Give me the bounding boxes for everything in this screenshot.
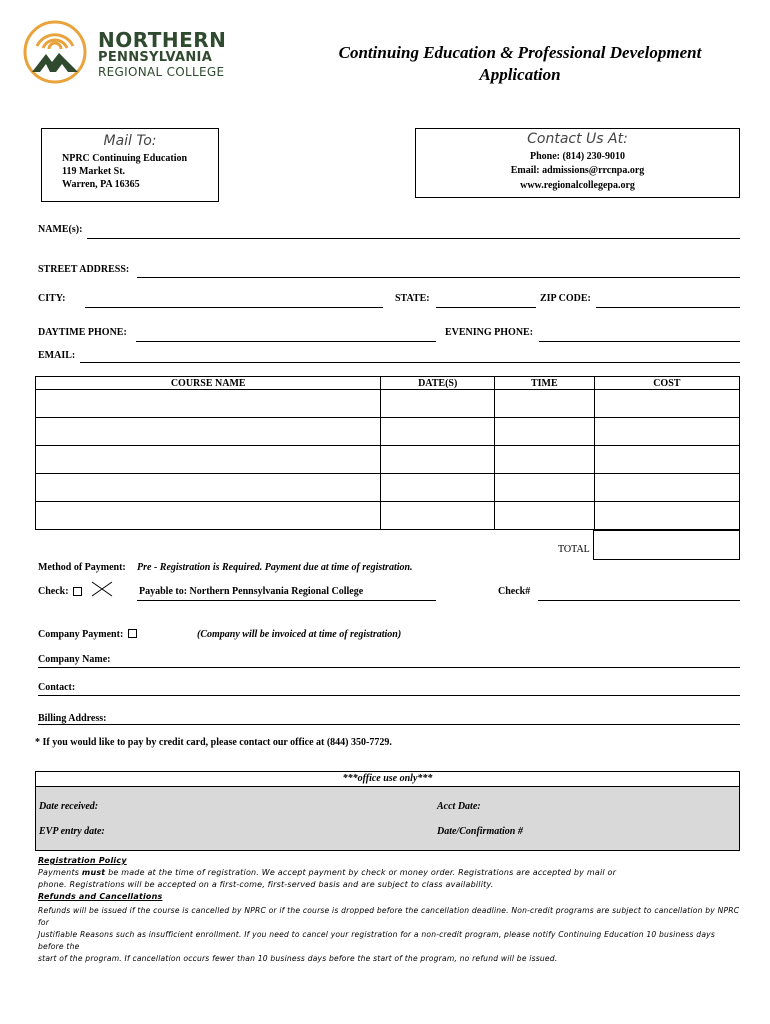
daytime-phone-field[interactable] — [136, 341, 436, 342]
evening-phone-label: EVENING PHONE: — [445, 327, 534, 338]
company-payment-note: (Company will be invoiced at time of registration) — [197, 629, 402, 640]
check-checkbox[interactable] — [73, 587, 82, 596]
mail-to-line-3: Warren, PA 16365 — [62, 179, 140, 190]
time-cell[interactable] — [495, 390, 595, 418]
credit-card-note: * If you would like to pay by credit card, please contact our office at (844) 350-7729. — [35, 737, 392, 748]
dates-cell[interactable] — [381, 474, 495, 502]
cost-cell[interactable] — [594, 502, 739, 530]
cost-cell[interactable] — [594, 474, 739, 502]
table-row — [36, 502, 740, 530]
policy-text: be made at the time of registration. We accept payment by check or money order. Registrations are accepted by mail or — [105, 868, 617, 877]
refunds-heading: Refunds and Cancellations — [38, 892, 163, 901]
office-use-box — [35, 771, 740, 851]
col-dates: DATE(S) — [381, 377, 495, 390]
table-row — [36, 446, 740, 474]
acct-date-label: Acct Date: — [437, 801, 481, 812]
logo-text-pennsylvania: PENNSYLVANIA — [98, 50, 213, 65]
company-payment-label: Company Payment: — [38, 629, 124, 640]
dates-cell[interactable] — [381, 418, 495, 446]
check-label: Check: — [38, 586, 69, 597]
street-field[interactable] — [137, 277, 740, 278]
policy-text: Payments — [38, 868, 82, 877]
course-name-cell[interactable] — [36, 502, 381, 530]
daytime-phone-label: DAYTIME PHONE: — [38, 327, 127, 338]
registration-policy-heading: Registration Policy — [38, 856, 127, 865]
payable-to-line — [137, 600, 436, 601]
refunds-line-2: Justifiable Reasons such as insufficient enrollment. If you need to cancel your registration for a non-credit program, please notify Continuing Education 10 business days before the — [38, 930, 716, 951]
company-name-label: Company Name: — [38, 654, 111, 665]
col-time: TIME — [495, 377, 595, 390]
state-field[interactable] — [436, 307, 536, 308]
check-number-label: Check# — [498, 586, 531, 597]
city-field[interactable] — [85, 307, 383, 308]
contact-website: www.regionalcollegepa.org — [520, 180, 635, 191]
logo-text-northern: NORTHERN — [98, 28, 227, 52]
course-name-cell[interactable] — [36, 390, 381, 418]
policy-must: must — [81, 868, 106, 877]
city-label: CITY: — [38, 293, 66, 304]
billing-address-field[interactable] — [38, 724, 740, 725]
college-logo — [22, 20, 242, 84]
names-field[interactable] — [87, 238, 740, 239]
course-table — [35, 376, 740, 530]
check-x-mark-icon — [90, 580, 114, 598]
contact-email: Email: admissions@rrcnpa.org — [510, 165, 645, 176]
registration-policy-line-2: phone. Registrations will be accepted on a first-come, first-served basis and are subject to class availability. — [38, 880, 494, 889]
college-logo-icon — [22, 20, 88, 84]
course-table-header — [36, 377, 740, 390]
table-row — [36, 474, 740, 502]
state-label: STATE: — [395, 293, 430, 304]
time-cell[interactable] — [495, 418, 595, 446]
form-title — [270, 42, 770, 86]
email-label: EMAIL: — [38, 350, 76, 361]
table-row — [36, 418, 740, 446]
cost-cell[interactable] — [594, 418, 739, 446]
contact-label: Contact: — [38, 682, 76, 693]
col-cost: COST — [594, 377, 739, 390]
company-name-field[interactable] — [38, 667, 740, 668]
email-field[interactable] — [80, 362, 740, 363]
company-payment-checkbox[interactable] — [128, 629, 137, 638]
cost-cell[interactable] — [594, 446, 739, 474]
date-confirmation-label: Date/Confirmation # — [437, 826, 523, 837]
course-name-cell[interactable] — [36, 446, 381, 474]
method-of-payment-label: Method of Payment: — [38, 562, 126, 573]
title-line-2: Application — [479, 65, 561, 84]
office-use-heading: ***office use only*** — [36, 772, 739, 787]
mail-to-heading: Mail To: — [103, 133, 157, 149]
evp-entry-date-label: EVP entry date: — [39, 826, 105, 837]
date-received-label: Date received: — [39, 801, 99, 812]
mail-to-line-1: NPRC Continuing Education — [62, 153, 188, 164]
cost-cell[interactable] — [594, 390, 739, 418]
registration-policy-line-1 — [38, 867, 743, 879]
dates-cell[interactable] — [381, 446, 495, 474]
office-use-gray-area — [36, 787, 739, 850]
contact-us-box — [415, 128, 740, 198]
street-label: STREET ADDRESS: — [38, 264, 130, 275]
time-cell[interactable] — [495, 502, 595, 530]
check-number-field[interactable] — [538, 600, 740, 601]
refunds-line-1: Refunds will be issued if the course is cancelled by NPRC or if the course is dropped before the cancellation deadline. Non-credit programs are subject to cancellation by NPRC for — [38, 906, 740, 927]
billing-address-label: Billing Address: — [38, 713, 107, 724]
title-line-1: Continuing Education & Professional Development — [338, 43, 702, 62]
evening-phone-field[interactable] — [539, 341, 740, 342]
refunds-line-3: start of the program. If cancellation occurs fewer than 10 business days before the start of the program, no refund will be issued. — [38, 954, 558, 963]
course-name-cell[interactable] — [36, 418, 381, 446]
names-label: NAME(s): — [38, 224, 83, 235]
method-of-payment-note: Pre - Registration is Required. Payment due at time of registration. — [137, 562, 413, 573]
registration-policy — [38, 855, 743, 965]
dates-cell[interactable] — [381, 390, 495, 418]
contact-phone: Phone: (814) 230-9010 — [530, 151, 625, 162]
payable-to-text: Payable to: Northern Pennsylvania Regional College — [139, 586, 364, 597]
total-label: TOTAL — [558, 544, 590, 555]
table-row — [36, 390, 740, 418]
logo-text-regional-college: REGIONAL COLLEGE — [98, 65, 225, 79]
zip-field[interactable] — [596, 307, 740, 308]
contact-field[interactable] — [38, 695, 740, 696]
time-cell[interactable] — [495, 446, 595, 474]
time-cell[interactable] — [495, 474, 595, 502]
zip-label: ZIP CODE: — [540, 293, 591, 304]
mail-to-box — [41, 128, 219, 202]
mail-to-line-2: 119 Market St. — [62, 166, 126, 177]
col-course-name: COURSE NAME — [36, 377, 381, 390]
course-name-cell[interactable] — [36, 474, 381, 502]
dates-cell[interactable] — [381, 502, 495, 530]
total-field[interactable] — [593, 530, 740, 560]
contact-us-heading: Contact Us At: — [527, 131, 628, 147]
